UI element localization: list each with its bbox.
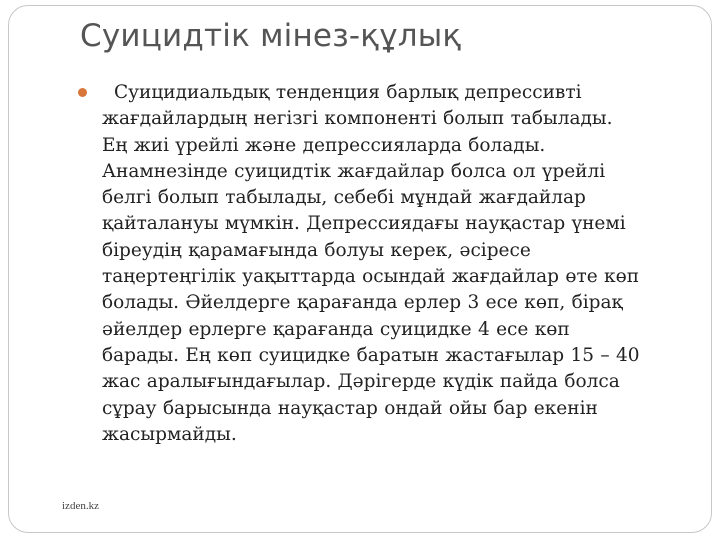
footer-source: izden.kz <box>62 500 99 512</box>
bullet-text: Суицидиальдық тенденция барлық депрессивті жағдайлардың негізгі компоненті болып табылады. Ең жиі үрейлі және депрессияларда болады. Анамнезінде суицидтік жағдайлар болса ол үрейлі белгі болып табылады, себебі мұндай жағдайлар қайталануы мүмкін. Депрессиядағы науқастар үнемі біреудің қарамағында болуы керек, әсіресе таңертеңгілік уақыттарда осындай жағдайлар өте көп болады. Әйелдерге қарағанда ерлер 3 есе көп, бірақ әйелдер ерлерге қарағанда суицидке 4 есе көп барады. Ең көп суицидке баратын жастағылар 15 – 40 жас аралығындағылар. Дәрігерде күдік пайда болса сұрау барысында науқастар ондай ойы бар екенін жасырмайды. <box>102 82 640 445</box>
bullet-item <box>78 80 644 448</box>
slide-title: Суицидтік мінез-құлық <box>80 18 462 54</box>
bullet-dot-icon <box>78 88 87 97</box>
